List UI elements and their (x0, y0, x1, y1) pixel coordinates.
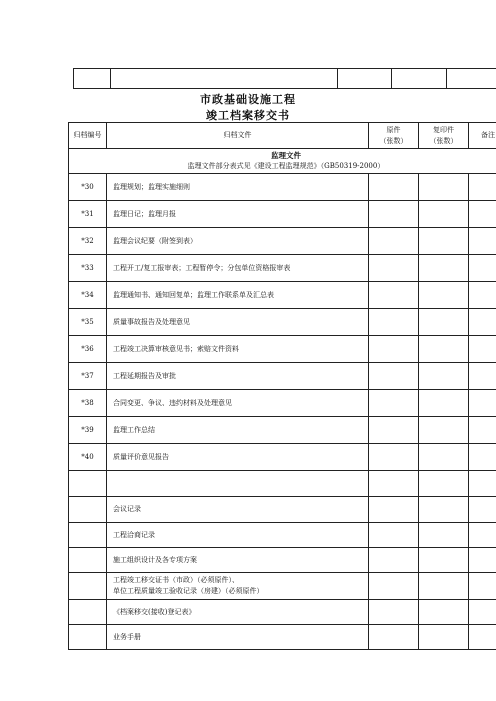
row-remark (469, 336, 496, 363)
table-row (69, 497, 496, 523)
header-copy: 复印件 （张数） (419, 123, 469, 149)
table-row (69, 548, 496, 573)
row-remark (469, 174, 496, 201)
row-original (369, 625, 419, 650)
row-copy (419, 573, 469, 600)
row-name: 工程洽商记录 (107, 523, 369, 548)
row-original (369, 444, 419, 471)
row-remark (469, 625, 496, 650)
row-remark (469, 390, 496, 417)
row-copy (419, 471, 469, 497)
row-code: *40 (69, 444, 107, 471)
section-title: 监理文件 (271, 151, 301, 160)
row-code: *33 (69, 255, 107, 282)
row-remark (469, 444, 496, 471)
row-name: 工程竣工移交证书（市政）（必须原件）、 单位工程质量竣工验收记录（房建）（必须原件） (107, 573, 369, 600)
row-copy (419, 228, 469, 255)
row-name: 监理日记；监理月报 (107, 201, 369, 228)
row-remark (469, 573, 496, 600)
table-row (69, 255, 496, 282)
table-row (69, 174, 496, 201)
row-code: *38 (69, 390, 107, 417)
row-name: 监理通知书、通知回复单；监理工作联系单及汇总表 (107, 282, 369, 309)
table-row (69, 573, 496, 600)
row-original (369, 471, 419, 497)
row-name: 业务手册 (107, 625, 369, 650)
row-name: 工程竣工决算审核意见书；索赔文件资料 (107, 336, 369, 363)
row-copy (419, 390, 469, 417)
table-cell (74, 69, 111, 89)
row-original (369, 390, 419, 417)
row-name: 质量事故报告及处理意见 (107, 309, 369, 336)
row-copy (419, 363, 469, 390)
row-name: 监理工作总结 (107, 417, 369, 444)
row-copy (419, 282, 469, 309)
row-original (369, 600, 419, 625)
row-copy (419, 548, 469, 573)
table-row (69, 390, 496, 417)
row-remark (469, 523, 496, 548)
row-copy (419, 174, 469, 201)
table-row (69, 228, 496, 255)
row-remark (469, 471, 496, 497)
row-copy (419, 444, 469, 471)
section-row (69, 149, 496, 174)
header-code: 归档编号 (69, 123, 107, 149)
table-cell (392, 69, 447, 89)
row-original (369, 201, 419, 228)
row-code: *39 (69, 417, 107, 444)
row-copy (419, 201, 469, 228)
row-code (69, 573, 107, 600)
row-remark (469, 309, 496, 336)
row-code (69, 497, 107, 523)
row-copy (419, 309, 469, 336)
row-remark (469, 600, 496, 625)
table-row (69, 523, 496, 548)
section-cell (69, 149, 496, 174)
row-copy (419, 497, 469, 523)
row-copy (419, 600, 469, 625)
row-copy (419, 523, 469, 548)
row-code: *36 (69, 336, 107, 363)
row-original (369, 497, 419, 523)
row-code: *30 (69, 174, 107, 201)
table-row (69, 417, 496, 444)
row-original (369, 228, 419, 255)
row-original (369, 282, 419, 309)
row-original (369, 363, 419, 390)
previous-page-table (73, 68, 496, 89)
document-subtitle: 竣工档案移交书 (206, 109, 290, 122)
section-subtitle: 监理文件部分表式见《建设工程监理规范》（GB50319-2000） (187, 162, 385, 170)
row-code (69, 600, 107, 625)
row-original (369, 417, 419, 444)
row-remark (469, 417, 496, 444)
table-cell (447, 69, 496, 89)
row-original (369, 523, 419, 548)
row-original (369, 548, 419, 573)
row-name: 工程开工/复工报审表；工程暂停令；分包单位资格报审表 (107, 255, 369, 282)
table-row (69, 336, 496, 363)
row-code: *37 (69, 363, 107, 390)
table-row (69, 363, 496, 390)
row-remark (469, 201, 496, 228)
table-row (69, 625, 496, 650)
table-row (69, 471, 496, 497)
row-name: 监理规划；监理实施细则 (107, 174, 369, 201)
row-copy (419, 255, 469, 282)
header-original: 原件 （张数） (369, 123, 419, 149)
header-remark: 备注 (469, 123, 496, 149)
row-remark (469, 282, 496, 309)
row-remark (469, 255, 496, 282)
table-header-row (69, 123, 496, 149)
row-code: *31 (69, 201, 107, 228)
row-code (69, 523, 107, 548)
row-copy (419, 417, 469, 444)
row-copy (419, 336, 469, 363)
row-copy (419, 625, 469, 650)
row-name: 监理会议纪要（附签到表） (107, 228, 369, 255)
document-title: 市政基础设施工程 (200, 93, 296, 106)
row-remark (469, 363, 496, 390)
table-row (69, 444, 496, 471)
row-name: 质量评价意见报告 (107, 444, 369, 471)
row-original (369, 174, 419, 201)
row-name: 施工组织设计及各专项方案 (107, 548, 369, 573)
table-row (69, 600, 496, 625)
table-row (69, 309, 496, 336)
row-original (369, 309, 419, 336)
row-code (69, 548, 107, 573)
table-cell (338, 69, 392, 89)
archive-transfer-table (68, 122, 496, 650)
row-remark (469, 228, 496, 255)
row-name: 会议记录 (107, 497, 369, 523)
row-remark (469, 548, 496, 573)
row-name: 工程延期报告及审批 (107, 363, 369, 390)
row-original (369, 255, 419, 282)
row-code: *34 (69, 282, 107, 309)
row-code: *35 (69, 309, 107, 336)
table-row (69, 282, 496, 309)
row-name: 合同变更、争议、违约材料及处理意见 (107, 390, 369, 417)
row-remark (469, 497, 496, 523)
row-name: 《档案移交(接收)登记表》 (107, 600, 369, 625)
row-original (369, 573, 419, 600)
table-cell (110, 69, 337, 89)
row-original (369, 336, 419, 363)
table-row (69, 201, 496, 228)
row-code (69, 625, 107, 650)
header-name: 归档文件 (107, 123, 369, 149)
row-code: *32 (69, 228, 107, 255)
row-name (107, 471, 369, 497)
row-code (69, 471, 107, 497)
